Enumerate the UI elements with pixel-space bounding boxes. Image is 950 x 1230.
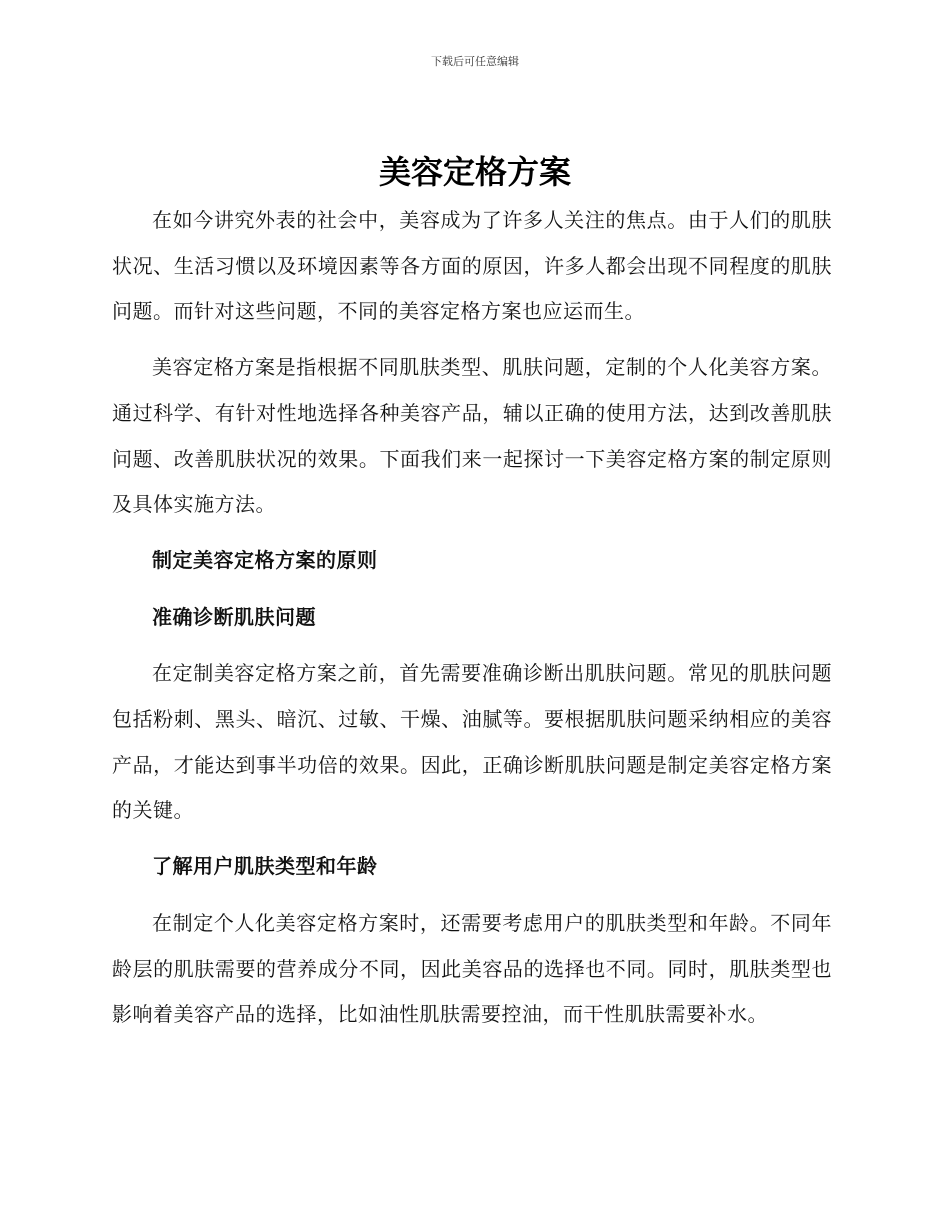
page-header-note: 下载后可任意编辑 <box>431 55 519 68</box>
document-body <box>112 198 832 1048</box>
subsection-heading-diagnose: 准确诊断肌肤问题 <box>152 604 316 629</box>
document-title: 美容定格方案 <box>378 153 571 191</box>
skin-type-paragraph: 在制定个人化美容定格方案时，还需要考虑用户的肌肤类型和年龄。不同年龄层的肌肤需要的营养成分不同，因此美容品的选择也不同。同时，肌肤类型也影响着美容产品的选择，比如油性肌肤需要控油，而干性肌肤需要补水。 <box>112 910 832 1027</box>
subsection-heading-skin-type: 了解用户肌肤类型和年龄 <box>152 854 378 879</box>
section-heading-principles: 制定美容定格方案的原则 <box>152 547 378 572</box>
intro-paragraph-2: 美容定格方案是指根据不同肌肤类型、肌肤问题，定制的个人化美容方案。通过科学、有针对性地选择各种美容产品，辅以正确的使用方法，达到改善肌肤问题、改善肌肤状况的效果。下面我们来一起探讨一下美容定格方案的制定原则及具体实施方法。 <box>112 355 832 517</box>
diagnosis-paragraph: 在定制美容定格方案之前，首先需要准确诊断出肌肤问题。常见的肌肤问题包括粉刺、黑头、暗沉、过敏、干燥、油腻等。要根据肌肤问题采纳相应的美容产品，才能达到事半功倍的效果。因此，正确诊断肌肤问题是制定美容定格方案的关键。 <box>112 661 832 823</box>
intro-paragraph-1: 在如今讲究外表的社会中，美容成为了许多人关注的焦点。由于人们的肌肤状况、生活习惯以及环境因素等各方面的原因，许多人都会出现不同程度的肌肤问题。而针对这些问题，不同的美容定格方案也应运而生。 <box>112 208 832 324</box>
